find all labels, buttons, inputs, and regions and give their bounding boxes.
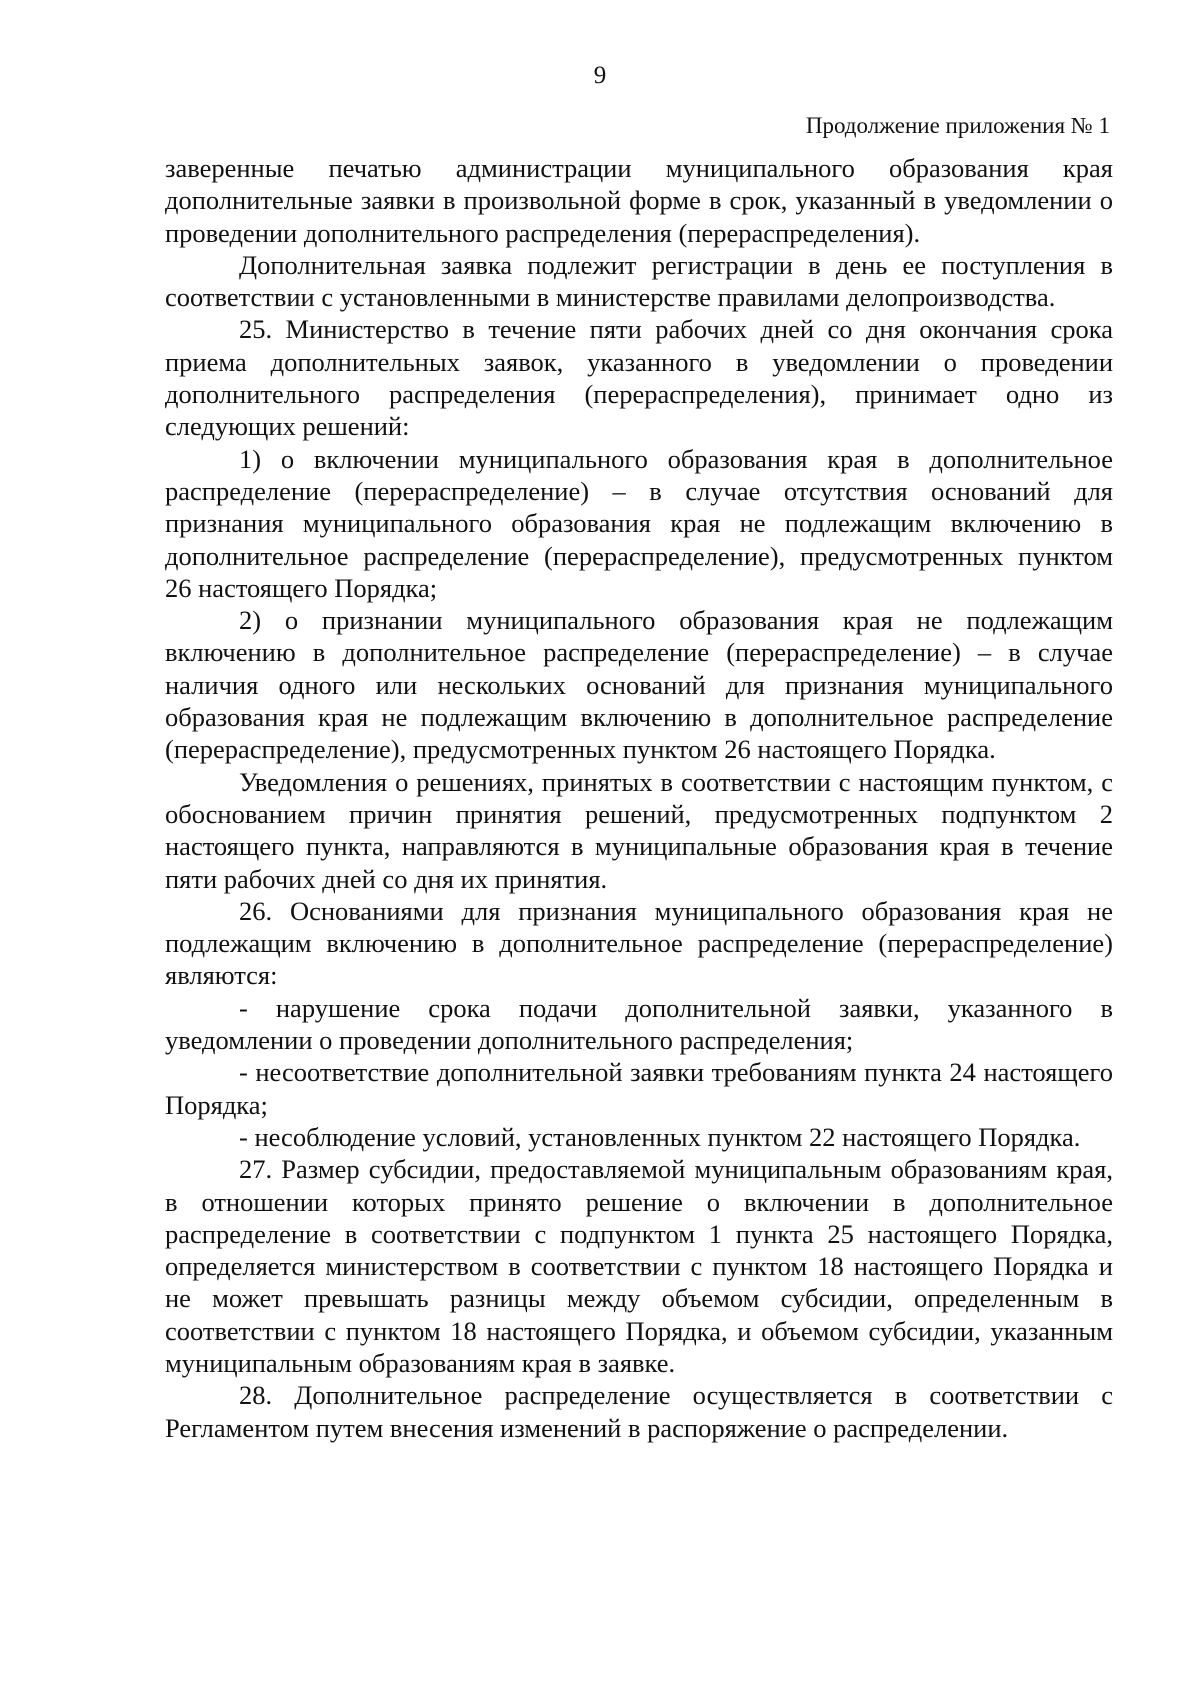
paragraph-item-28: 28. Дополнительное распределение осуществляется в соответствии с Регламентом путем внесения изменений в распоряжение о распределении. (165, 1380, 1113, 1443)
paragraph-ground-deadline: - нарушение срока подачи дополнительной заявки, указанного в уведомлении о проведении дополнительного распределения; (165, 992, 1113, 1056)
paragraph-item-25-2: 2) о признании муниципального образования края не подлежащим включению в дополнительное распределение (перераспределение) – в случае наличия одного или нескольких оснований для признания муниципального образования края не подлежащим включению в дополнительное распределение (перераспределение), предусмотренных пунктом 26 настоящего Порядка. (165, 605, 1113, 765)
paragraph-registration: Дополнительная заявка подлежит регистрации в день ее поступления в соответствии с установленными в министерстве правилами делопроизводства. (165, 249, 1113, 313)
paragraph-notifications: Уведомления о решениях, принятых в соответствии с настоящим пунктом, с обоснованием причин принятия решений, предусмотренных подпунктом 2 настоящего пункта, направляются в муниципальные образования края в течение пяти рабочих дней со дня их принятия. (165, 766, 1113, 894)
page-number: 9 (593, 62, 607, 89)
paragraph-item-26: 26. Основаниями для признания муниципального образования края не подлежащим включению в дополнительное распределение (перераспределение) являются: (165, 895, 1113, 991)
running-header: Продолжение приложения № 1 (805, 113, 1110, 138)
paragraph-item-27: 27. Размер субсидии, предоставляемой муниципальным образованиям края, в отношении которых принято решение о включении в дополнительное распределение в соответствии с подпунктом 1 пункта 25 настоящего Порядка, определяется министерством в соответствии с пунктом 18 настоящего Порядка и не может превышать разницы между объемом субсидии, определенным в соответствии с пунктом 18 настоящего Порядка, и объемом субсидии, указанным муниципальным образованиям края в заявке. (165, 1154, 1113, 1378)
paragraph-ground-conditions: - несоблюдение условий, установленных пунктом 22 настоящего Порядка. (239, 1121, 1081, 1152)
paragraph-item-25-1: 1) о включении муниципального образования края в дополнительное распределение (перераспределение) – в случае отсутствия оснований для признания муниципального образования края не подлежащим включению в дополнительное распределение (перераспределение), предусмотренных пунктом 26 настоящего Порядка; (165, 443, 1113, 603)
paragraph-ground-requirements: - несоответствие дополнительной заявки требованиям пункта 24 настоящего Порядка; (165, 1057, 1113, 1120)
paragraph-item-25: 25. Министерство в течение пяти рабочих дней со дня окончания срока приема дополнительных заявок, указанного в уведомлении о проведении дополнительного распределения (перераспределения), принимает одно из следующих решений: (165, 314, 1113, 442)
paragraph-continuation: заверенные печатью администрации муниципального образования края дополнительные заявки в произвольной форме в срок, указанный в уведомлении о проведении дополнительного распределения (перераспределения). (165, 153, 1113, 248)
document-body (165, 152, 1113, 1444)
